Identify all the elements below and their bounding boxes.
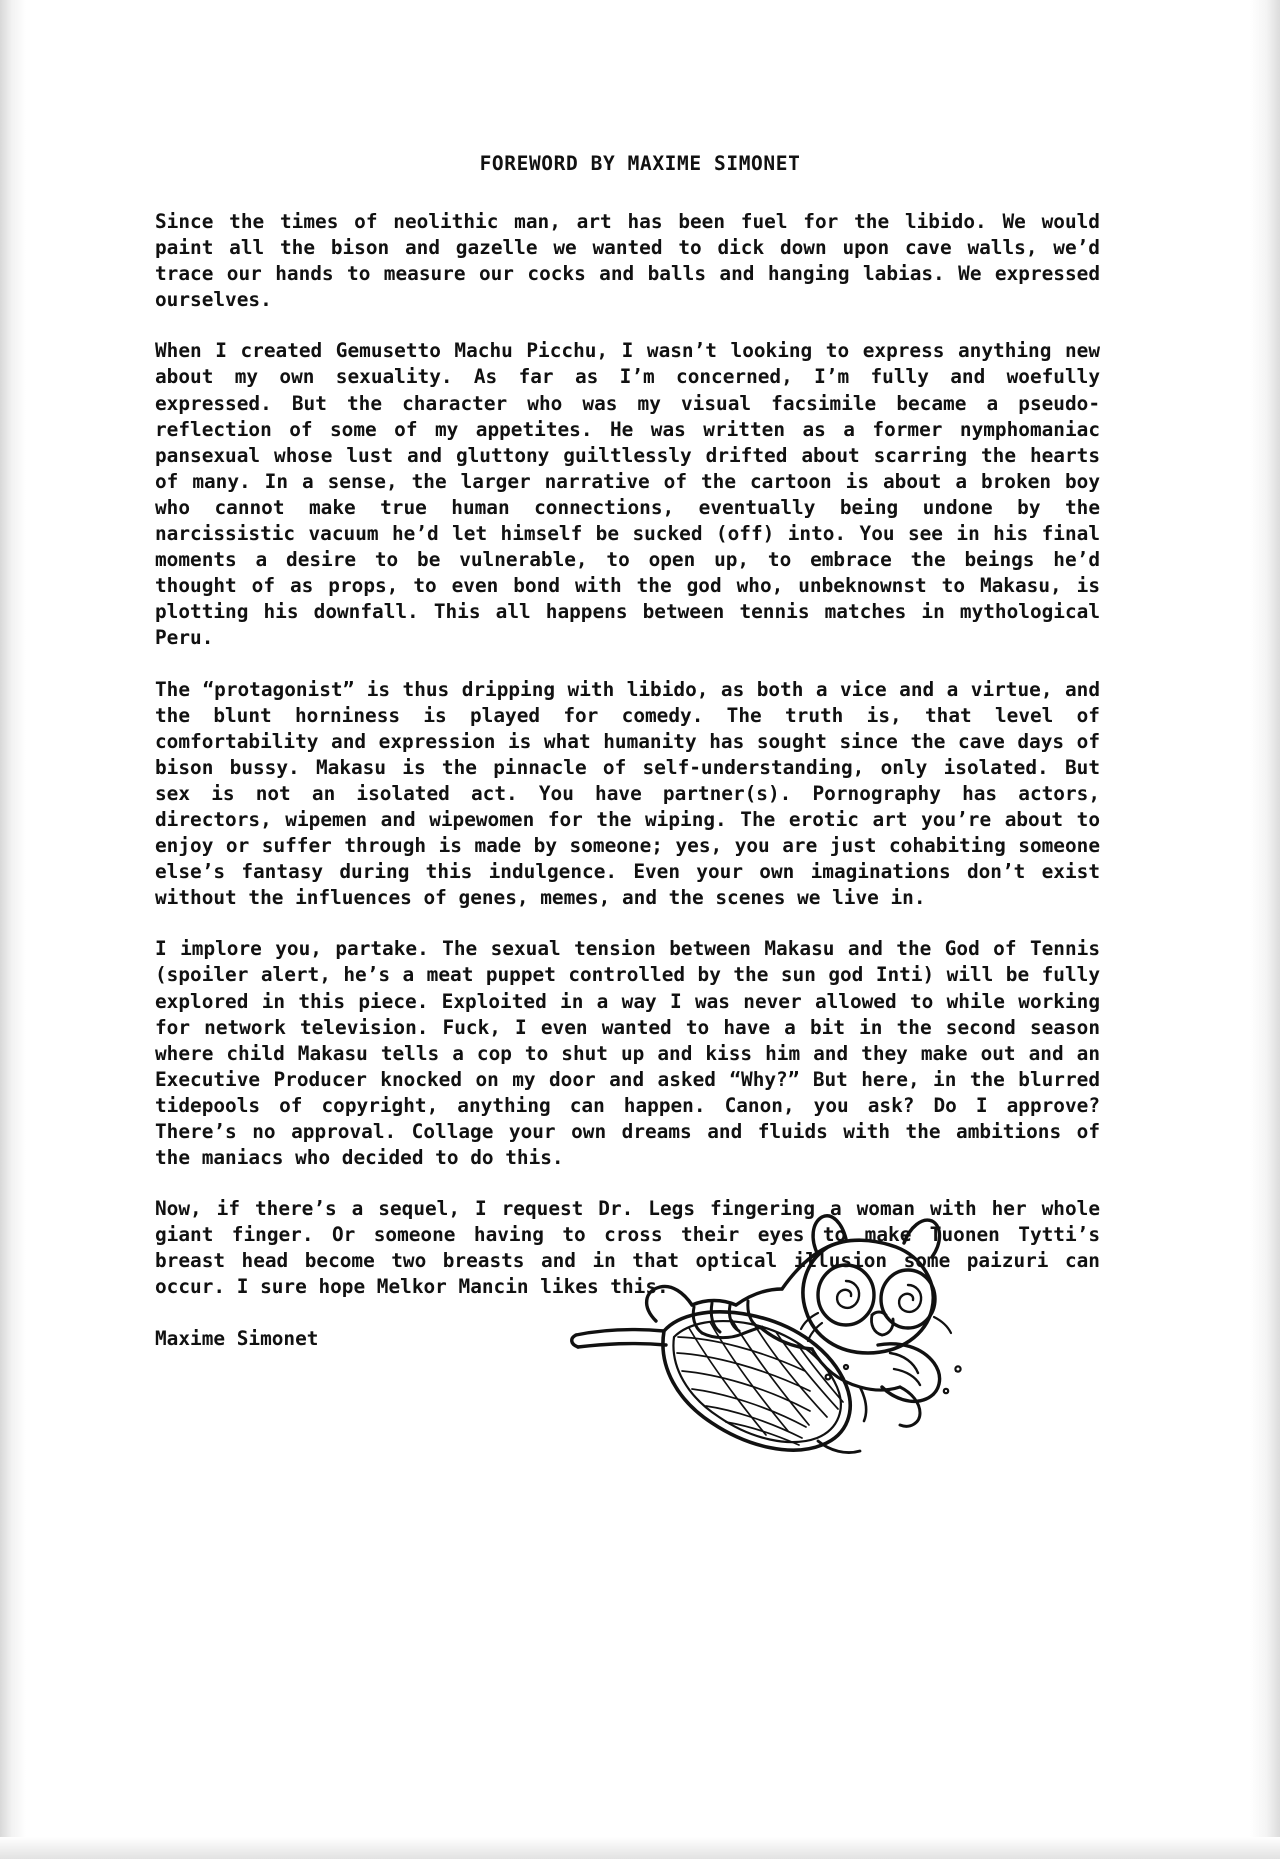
cat-tennis-illustration <box>560 1195 990 1495</box>
page-content <box>155 0 1125 1859</box>
paragraph: Since the times of neolithic man, art has been fuel for the libido. We would paint all the bison and gazelle we wanted to dick down upon cave walls, we’d trace our hands to measure our cocks and balls and hanging labias. We expressed ourselves. <box>155 210 1100 312</box>
paragraph: When I created Gemusetto Machu Picchu, I wasn’t looking to express anything new about my own sexuality. As far as I’m concerned, I’m fully and woefully expressed. But the character who was my visual facsimile became a pseudo-reflection of some of my appetites. He was written as a former nymphomaniac pansexual whose lust and gluttony guiltlessly drifted about scarring the hearts of many. In a sense, the larger narrative of the cartoon is about a broken boy who cannot make true human connections, eventually being undone by the narcissistic vacuum he’d let himself be sucked (off) into. You see in his final moments a desire to be vulnerable, to open up, to embrace the beings he’d thought of as props, to even bond with the god who, unbeknownst to Makasu, is plotting his downfall. This all happens between tennis matches in mythological Peru. <box>155 339 1100 650</box>
foreword-body <box>155 209 1100 1352</box>
page-edge-shadow-right <box>1250 0 1280 1859</box>
page-title: FOREWORD BY MAXIME SIMONET <box>479 152 801 175</box>
author-signature: Maxime Simonet <box>155 1326 319 1350</box>
paragraph: The “protagonist” is thus dripping with libido, as both a vice and a virtue, and the blunt horniness is played for comedy. The truth is, that level of comfortability and expression is what humanity has sought since the cave days of bison bussy. Makasu is the pinnacle of self-understanding, only isolated. But sex is not an isolated act. You have partner(s). Pornography has actors, directors, wipemen and wipewomen for the wiping. The erotic art you’re about to enjoy or suffer through is made by someone; yes, you are just cohabiting someone else’s fantasy during this indulgence. Even your own imaginations don’t exist without the influences of genes, memes, and the scenes we live in. <box>155 677 1100 910</box>
paragraph: Now, if there’s a sequel, I request Dr. Legs fingering a woman with her whole giant finger. Or someone having to cross their eyes to make Tuonen Tytti’s breast head become two breasts and in that optical illusion some paizuri can occur. I sure hope Melkor Mancin likes this. <box>155 1197 1100 1299</box>
paragraph: I implore you, partake. The sexual tension between Makasu and the God of Tennis (spoiler alert, he’s a meat puppet controlled by the sun god Inti) will be fully explored in this piece. Exploited in a way I was never allowed to while working for network television. Fuck, I even wanted to have a bit in the second season where child Makasu tells a cop to shut up and kiss him and they make out and an Executive Producer knocked on my door and asked “Why?” But here, in the blurred tidepools of copyright, anything can happen. Canon, you ask? Do I approve? There’s no approval. Collage your own dreams and fluids with the ambitions of the maniacs who decided to do this. <box>155 937 1100 1170</box>
page-edge-shadow-left <box>0 0 26 1859</box>
